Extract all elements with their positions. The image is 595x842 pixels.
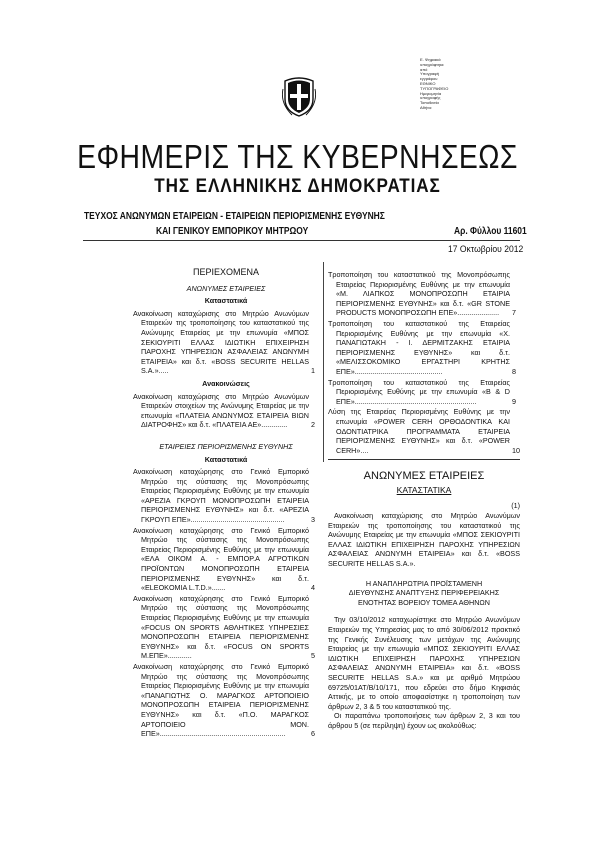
toc-entry[interactable]: Ανακοίνωση καταχώρησης στο Γενικό Εμπορικό Μητρώο της σύστασης της Μονοπρόσωπης Εταιρείας Περιορισμένης Ευθύνης με την επωνυμία «ΠΑΝΑΓΙΩΤΗΣ Ο. ΜΑΡΑΓΚΟΣ ΑΡΤΟΠΟΙΕΙΟ ΜΟΝΟΠΡΟΣΩΠΗ ΕΤΑΙΡΕΙΑ ΠΕΡΙΟΡΙΣΜΕΝΗΣ ΕΥΘΥΝΗΣ» και δ.τ. «Π.Ο. ΜΑΡΑΓΚΟΣ ΑΡΤΟΠΟΙΕΙΟ ΜΟΝ. ΕΠΕ»............................................................... 6: [133, 661, 315, 739]
toc-entry[interactable]: Ανακοίνωση καταχώρισης στο Μητρώο Ανωνύμων Εταιρειών της τροποποίησης του καταστατικού της Ανώνυμης Εταιρείας με την επωνυμία «ΜΠΟΣ ΣΕΚΙΟΥΡΙΤΙ ΕΛΛΑΣ ΙΔΙΩΤΙΚΗ ΕΠΙΧΕΙΡΗΣΗ ΠΑΡΟΧΗΣ ΥΠΗΡΕΣΙΩΝ ΑΣΦΑΛΕΙΑΣ ΑΝΩΝΥΜΗ ΕΤΑΙΡΕΙΑ» και δ.τ. «BOSS SECURITE HELLAS S.A.»..... 1: [133, 308, 315, 376]
issue-line-1: ΤΕΥΧΟΣ ΑΝΩΝΥΜΩΝ ΕΤΑΙΡΕΙΩΝ - ΕΤΑΙΡΕΙΩΝ ΠΕΡΙΟΡΙΣΜΕΝΗΣ ΕΥΘΥΝΗΣ: [84, 211, 385, 222]
section-heading: ΑΝΩΝΥΜΕΣ ΕΤΑΙΡΕΙΕΣ: [363, 470, 485, 483]
toc-subsection-statutes: Καταστατικά: [204, 296, 248, 306]
toc-entry[interactable]: Λύση της Εταιρείας Περιορισμένης Ευθύνης με την επωνυμία «POWER CERH ΟΡΘΟΔΟΝΤΙΚΑ ΚΑΙ ΟΔΟΝΤΙΑΤΡΙΚΑ ΠΡΟΓΡΑΜΜΑΤΑ ΕΤΑΙΡΕΙΑ ΠΕΡΙΟΡΙΣΜΕΝΗΣ ΕΥΘΥΝΗΣ» και δ.τ. «POWER CERH».... 10: [328, 407, 520, 455]
toc-title: ΠΕΡΙΕΧΟΜΕΝΑ: [192, 267, 259, 277]
gazette-title: ΕΦΗΜΕΡΙΣ ΤΗΣ ΚΥΒΕΡΝΗΣΕΩΣ: [77, 138, 518, 175]
header-rule: [83, 240, 520, 241]
issue-date: 17 Οκτωβρίου 2012: [448, 244, 524, 255]
coat-of-arms-emblem: [282, 75, 316, 117]
toc-entry[interactable]: Τροποποίηση του καταστατικού της Εταιρείας Περιορισμένης Ευθύνης με την επωνυμία «Χ. ΠΑΝΑΓΙΩΤΑΚΗ - Ι. ΔΕΡΜΙΤΖΑΚΗΣ ΕΤΑΙΡΙΑ ΠΕΡΙΟΡΙΣΜΕΝΗΣ ΕΥΘΥΝΗΣ» και δ.τ. «ΜΕΛΙΣΣΟΚΟΜΙΚΟ ΕΡΓΑΣΤΗΡΙ ΚΡΗΤΗΣ ΕΠΕ»............................................ 8: [328, 318, 516, 376]
authority-line-3: ΕΝΟΤΗΤΑΣ ΒΟΡΕΙΟΥ ΤΟΜΕΑ ΑΘΗΝΩΝ: [358, 597, 490, 607]
authority-line-1: Η ΑΝΑΠΛΗΡΩΤΡΙΑ ΠΡΟΪΣΤΑΜΕΝΗ: [365, 578, 483, 588]
column-divider: [323, 262, 324, 462]
toc-column: [133, 268, 319, 740]
toc-end-rule: [328, 459, 520, 460]
authority-block: [328, 579, 520, 608]
authority-line-2: ΔΙΕΥΘΥΝΣΗΣ ΑΝΑΠΤΥΞΗΣ ΠΕΡΙΦΕΡΕΙΑΚΗΣ: [348, 588, 500, 598]
digital-signature-note: Ε. Ψηφιακά υπογράφτηκε από Υπογραφή εγγράφου ΕΘΝΙΚΟ ΤΥΠΟΓΡΑΦΕΙΟ Ημερομηνία υπογραφής Τοποθεσία Αθήνα: [420, 57, 449, 110]
toc-subsection-statutes-ltd: Καταστατικά: [204, 454, 248, 464]
toc-subsection-announcements: Ανακοινώσεις: [202, 378, 250, 388]
issue-line-2: ΚΑΙ ΓΕΝΙΚΟΥ ΕΜΠΟΡΙΚΟΥ ΜΗΤΡΩΟΥ: [156, 226, 309, 237]
toc-entry[interactable]: Τροποποίηση του καταστατικού της Εταιρείας Περιορισμένης Ευθύνης με την επωνυμία «Β & D ΕΠΕ»............................................................. 9: [328, 377, 516, 406]
sheet-number: Αρ. Φύλλου 11601: [454, 226, 527, 237]
section-subheading: ΚΑΤΑΣΤΑΤΙΚΑ: [396, 484, 452, 495]
toc-entry[interactable]: Ανακοίνωση καταχώρησης στο Γενικό Εμπορικό Μητρώο της σύστασης της Μονοπρόσωπης Εταιρείας Περιορισμένης Ευθύνης με την επωνυμία «ΑΡΕΖΙΑ ΓΚΡΟΥΠ ΜΟΝΟΠΡΟΣΩΠΗ ΕΤΑΙΡΕΙΑ ΠΕΡΙΟΡΙΣΜΕΝΗΣ ΕΥΘΥΝΗΣ» και δ.τ. «ΑΡΕΖΙΑ ΓΚΡΟΥΠ ΕΠΕ»............................................... 3: [133, 467, 315, 525]
right-column: [328, 270, 520, 731]
item-number: (1): [511, 501, 520, 511]
body-paragraph-1: Την 03/10/2012 καταχωρίστηκε στο Μητρώο Ανωνύμων Εταιρειών της Υπηρεσίας μας το από 30/06/2012 πρακτικό της Γενικής Συνέλευσης των μετόχων της Ανώνυμης Εταιρείας με την επωνυμία «ΜΠΟΣ ΣΕΚΙΟΥΡΙΤΙ ΕΛΛΑΣ ΙΔΙΩΤΙΚΗ ΕΠΙΧΕΙΡΗΣΗ ΠΑΡΟΧΗΣ ΥΠΗΡΕΣΙΩΝ ΑΣΦΑΛΕΙΑΣ ΑΝΩΝΥΜΗ ΕΤΑΙΡΕΙΑ» και δ.τ. «BOSS SECURITE HELLAS S.A.» και με αριθμό Μητρώου 69725/01ΑΤ/Β/10/171, που εδρεύει στο δήμο Κηφισιάς Αττικής, με το οποίο αποφασίστηκε η τροποποίηση των άρθρων 2, 3 & 5 του καταστατικού της.: [328, 615, 520, 711]
toc-section-sa: ΑΝΩΝΥΜΕΣ ΕΤΑΙΡΕΙΕΣ: [186, 283, 266, 293]
body-paragraph-2: Οι παραπάνω τροποποιήσεις των άρθρων 2, 3 και του άρθρου 5 (σε περίληψη) έχουν ως ακολούθως:: [328, 711, 520, 730]
toc-entry[interactable]: Ανακοίνωση καταχώρησης στο Γενικό Εμπορικό Μητρώο της σύστασης της Μονοπρόσωπης Εταιρείας Περιορισμένης Ευθύνης με την επωνυμία «ΕΛΑ ΟΙΚΟΜ Α. - ΕΜΠΟΡ.Α ΑΓΡΟΤΙΚΩΝ ΠΡΟΪΟΝΤΩΝ ΜΟΝΟΠΡΟΣΩΠΗ ΕΤΑΙΡΕΙΑ ΠΕΡΙΟΡΙΣΜΕΝΗΣ ΕΥΘΥΝΗΣ» και δ.τ. «ELEOKOMIA L.T.D.»....... 4: [133, 525, 315, 593]
announcement-title: Ανακοίνωση καταχώρισης στο Μητρώο Ανωνύμων Εταιρειών της τροποποίησης του καταστατικού της Ανώνυμης Εταιρείας με την επωνυμία «ΜΠΟΣ ΣΕΚΙΟΥΡΙΤΙ ΕΛΛΑΣ ΙΔΙΩΤΙΚΗ ΕΠΙΧΕΙΡΗΣΗ ΠΑΡΟΧΗΣ ΥΠΗΡΕΣΙΩΝ ΑΣΦΑΛΕΙΑΣ ΑΝΩΝΥΜΗ ΕΤΑΙΡΕΙΑ» και δ.τ. «BOSS SECURITE HELLAS S.A.».: [328, 511, 520, 569]
toc-entry[interactable]: Ανακοίνωση καταχώρησης στο Γενικό Εμπορικό Μητρώο της σύστασης της Μονοπρόσωπης Εταιρείας Περιορισμένης Ευθύνης με την επωνυμία «FOCUS ON SPORTS ΑΘΛΗΤΙΚΕΣ ΥΠΗΡΕΣΙΕΣ ΜΟΝΟΠΡΟΣΩΠΗ ΕΤΑΙΡΕΙΑ ΠΕΡΙΟΡΙΣΜΕΝΗΣ ΕΥΘΥΝΗΣ» και δ.τ. «FOCUS ON SPORTS M.ΕΠΕ»............ 5: [133, 593, 315, 661]
toc-entry[interactable]: Τροποποίηση του καταστατικού της Μονοπρόσωπης Εταιρείας Περιορισμένης Ευθύνης με την επωνυμία «Μ. ΛΙΑΠΚΟΣ ΜΟΝΟΠΡΟΣΩΠΗ ΕΤΑΙΡΙΑ ΠΕΡΙΟΡΙΣΜΕΝΗΣ ΕΥΘΥΝΗΣ» και δ.τ. «GR STONE PRODUCTS ΜΟΝΟΠΡΟΣΩΠΗ ΕΠΕ»..................... 7: [328, 270, 516, 318]
toc-entry[interactable]: Ανακοίνωση καταχώρισης στο Μητρώο Ανωνύμων Εταιρειών στοιχείων της Ανώνυμης Εταιρείας με την επωνυμία «ΠΛΑΤΕΙΑ ΑΝΩΝΥΜΟΣ ΕΤΑΙΡΕΙΑ ΒΙΩΝ ΔΙΑΤΡΟΦΗΣ» και δ.τ. «ΠΛΑΤΕΙΑ ΑΕ»............. 2: [133, 391, 315, 430]
gazette-subtitle: ΤΗΣ ΕΛΛΗΝΙΚΗΣ ΔΗΜΟΚΡΑΤΙΑΣ: [154, 176, 441, 197]
toc-section-ltd: ΕΤΑΙΡΕΙΕΣ ΠΕΡΙΟΡΙΣΜΕΝΗΣ ΕΥΘΥΝΗΣ: [159, 441, 293, 451]
